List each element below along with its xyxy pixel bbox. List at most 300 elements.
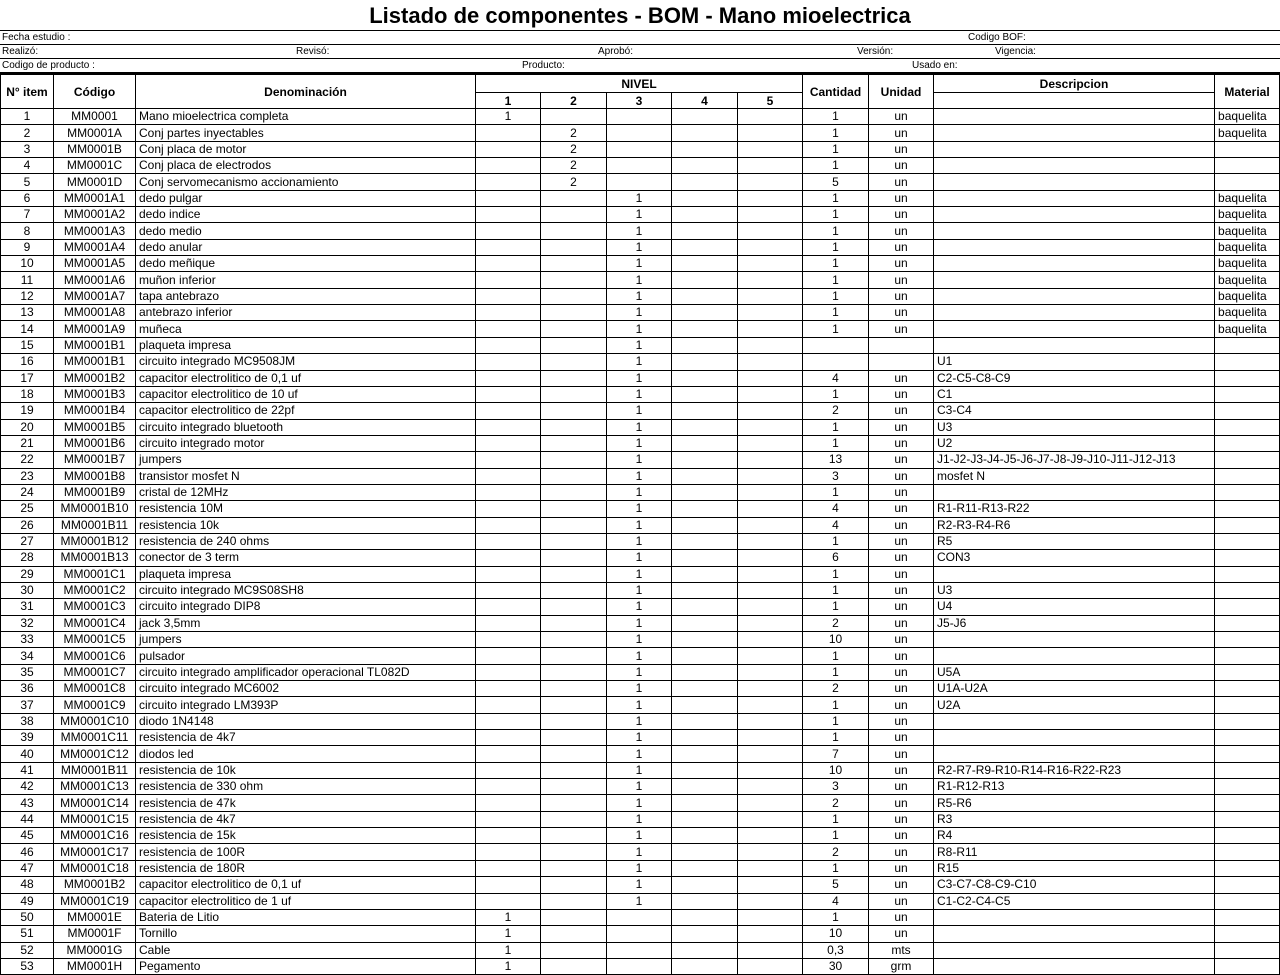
item-cantidad: 1 — [803, 435, 869, 451]
level-3-cell: 1 — [607, 321, 672, 337]
item-unidad: un — [869, 207, 934, 223]
level-3-cell: 1 — [607, 386, 672, 402]
level-4-cell — [672, 746, 738, 762]
level-5-cell — [738, 599, 803, 615]
level-4-cell — [672, 517, 738, 533]
level-1-cell — [476, 632, 541, 648]
item-number: 35 — [1, 664, 54, 680]
level-3-cell — [607, 926, 672, 942]
level-3-cell: 1 — [607, 403, 672, 419]
level-3-cell: 1 — [607, 893, 672, 909]
item-cantidad: 1 — [803, 256, 869, 272]
level-1-cell — [476, 877, 541, 893]
level-5-cell — [738, 272, 803, 288]
item-denominacion: circuito integrado LM393P — [136, 697, 476, 713]
item-descripcion: C3-C7-C8-C9-C10 — [934, 877, 1215, 893]
level-1-cell — [476, 795, 541, 811]
level-2-cell — [541, 403, 607, 419]
level-1-cell — [476, 125, 541, 141]
item-number: 32 — [1, 615, 54, 631]
level-2-cell: 2 — [541, 174, 607, 190]
item-material — [1215, 860, 1280, 876]
level-3-cell: 1 — [607, 877, 672, 893]
item-unidad: grm — [869, 958, 934, 974]
level-4-cell — [672, 762, 738, 778]
item-denominacion: resistencia de 4k7 — [136, 811, 476, 827]
table-row — [1, 811, 1280, 827]
level-4-cell — [672, 207, 738, 223]
level-1-cell — [476, 779, 541, 795]
level-1-cell — [476, 419, 541, 435]
item-material — [1215, 582, 1280, 598]
level-5-cell — [738, 844, 803, 860]
item-number: 29 — [1, 566, 54, 582]
item-descripcion — [934, 337, 1215, 353]
level-5-cell — [738, 141, 803, 157]
item-number: 31 — [1, 599, 54, 615]
level-1-cell — [476, 288, 541, 304]
table-row — [1, 877, 1280, 893]
item-cantidad: 30 — [803, 958, 869, 974]
item-descripcion — [934, 272, 1215, 288]
item-descripcion: C1 — [934, 386, 1215, 402]
level-3-cell — [607, 109, 672, 125]
table-row — [1, 664, 1280, 680]
header-level-5: 5 — [738, 93, 803, 109]
level-2-cell — [541, 337, 607, 353]
codigo-bof-label: Codigo BOF: — [968, 32, 1026, 43]
item-number: 18 — [1, 386, 54, 402]
item-cantidad: 5 — [803, 174, 869, 190]
level-5-cell — [738, 533, 803, 549]
level-5-cell — [738, 452, 803, 468]
item-descripcion — [934, 942, 1215, 958]
table-row — [1, 926, 1280, 942]
item-denominacion: resistencia de 180R — [136, 860, 476, 876]
item-number: 16 — [1, 354, 54, 370]
item-denominacion: jumpers — [136, 632, 476, 648]
item-cantidad: 1 — [803, 158, 869, 174]
level-3-cell: 1 — [607, 517, 672, 533]
item-descripcion: U2A — [934, 697, 1215, 713]
item-number: 50 — [1, 909, 54, 925]
item-material — [1215, 958, 1280, 974]
item-material — [1215, 403, 1280, 419]
item-denominacion: plaqueta impresa — [136, 566, 476, 582]
item-number: 25 — [1, 501, 54, 517]
item-material — [1215, 681, 1280, 697]
item-descripcion — [934, 109, 1215, 125]
item-material — [1215, 942, 1280, 958]
item-cantidad: 1 — [803, 141, 869, 157]
level-1-cell — [476, 468, 541, 484]
level-5-cell — [738, 403, 803, 419]
item-number: 26 — [1, 517, 54, 533]
level-1-cell — [476, 550, 541, 566]
level-4-cell — [672, 125, 738, 141]
item-cantidad: 4 — [803, 501, 869, 517]
usado-en-label: Usado en: — [912, 60, 958, 71]
item-denominacion: capacitor electrolitico de 0,1 uf — [136, 877, 476, 893]
table-row — [1, 386, 1280, 402]
item-denominacion: Pegamento — [136, 958, 476, 974]
item-number: 42 — [1, 779, 54, 795]
item-number: 33 — [1, 632, 54, 648]
level-3-cell — [607, 158, 672, 174]
item-descripcion: U3 — [934, 582, 1215, 598]
level-2-cell — [541, 909, 607, 925]
item-unidad: un — [869, 697, 934, 713]
item-denominacion: dedo medio — [136, 223, 476, 239]
item-descripcion — [934, 926, 1215, 942]
level-2-cell — [541, 779, 607, 795]
item-descripcion: mosfet N — [934, 468, 1215, 484]
table-row — [1, 337, 1280, 353]
level-1-cell: 1 — [476, 958, 541, 974]
level-2-cell — [541, 697, 607, 713]
level-4-cell — [672, 321, 738, 337]
level-5-cell — [738, 909, 803, 925]
level-1-cell — [476, 648, 541, 664]
level-2-cell — [541, 223, 607, 239]
item-material — [1215, 354, 1280, 370]
item-unidad: un — [869, 468, 934, 484]
item-material — [1215, 828, 1280, 844]
item-cantidad: 10 — [803, 762, 869, 778]
level-2-cell — [541, 615, 607, 631]
level-3-cell: 1 — [607, 779, 672, 795]
item-material — [1215, 501, 1280, 517]
item-cantidad: 1 — [803, 697, 869, 713]
table-row — [1, 942, 1280, 958]
level-2-cell — [541, 207, 607, 223]
level-5-cell — [738, 730, 803, 746]
level-3-cell — [607, 958, 672, 974]
item-code: MM0001C10 — [54, 713, 136, 729]
item-material — [1215, 893, 1280, 909]
producto-label: Producto: — [522, 60, 565, 71]
item-code: MM0001B11 — [54, 762, 136, 778]
level-1-cell — [476, 664, 541, 680]
item-number: 7 — [1, 207, 54, 223]
item-denominacion: Conj placa de motor — [136, 141, 476, 157]
item-number: 40 — [1, 746, 54, 762]
level-4-cell — [672, 942, 738, 958]
item-descripcion — [934, 713, 1215, 729]
item-descripcion — [934, 141, 1215, 157]
item-descripcion — [934, 125, 1215, 141]
item-material — [1215, 730, 1280, 746]
item-descripcion — [934, 207, 1215, 223]
item-code: MM0001B7 — [54, 452, 136, 468]
table-row — [1, 762, 1280, 778]
level-2-cell — [541, 730, 607, 746]
level-1-cell — [476, 811, 541, 827]
level-4-cell — [672, 141, 738, 157]
item-material — [1215, 435, 1280, 451]
level-1-cell — [476, 386, 541, 402]
item-denominacion: Bateria de Litio — [136, 909, 476, 925]
level-5-cell — [738, 354, 803, 370]
level-3-cell: 1 — [607, 190, 672, 206]
level-1-cell — [476, 681, 541, 697]
item-code: MM0001C16 — [54, 828, 136, 844]
item-unidad: un — [869, 272, 934, 288]
item-number: 48 — [1, 877, 54, 893]
item-code: MM0001A1 — [54, 190, 136, 206]
version-label: Versión: — [857, 46, 894, 57]
header-level-1: 1 — [476, 93, 541, 109]
item-number: 23 — [1, 468, 54, 484]
item-cantidad — [803, 354, 869, 370]
level-3-cell — [607, 141, 672, 157]
level-5-cell — [738, 501, 803, 517]
header-codigo: Código — [54, 74, 136, 109]
table-row — [1, 403, 1280, 419]
table-row — [1, 125, 1280, 141]
item-code: MM0001B3 — [54, 386, 136, 402]
item-code: MM0001B5 — [54, 419, 136, 435]
level-2-cell — [541, 860, 607, 876]
level-4-cell — [672, 403, 738, 419]
item-cantidad: 4 — [803, 370, 869, 386]
item-denominacion: resistencia de 15k — [136, 828, 476, 844]
table-row — [1, 746, 1280, 762]
header-level-3: 3 — [607, 93, 672, 109]
item-unidad: un — [869, 681, 934, 697]
bom-table — [0, 73, 1280, 975]
table-row — [1, 288, 1280, 304]
item-cantidad: 5 — [803, 877, 869, 893]
realizo-label: Realizó: — [2, 46, 39, 57]
level-2-cell — [541, 419, 607, 435]
level-5-cell — [738, 795, 803, 811]
level-5-cell — [738, 484, 803, 500]
level-4-cell — [672, 223, 738, 239]
item-denominacion: antebrazo inferior — [136, 305, 476, 321]
item-material — [1215, 386, 1280, 402]
level-5-cell — [738, 125, 803, 141]
item-cantidad: 1 — [803, 207, 869, 223]
item-material — [1215, 337, 1280, 353]
level-5-cell — [738, 877, 803, 893]
table-row — [1, 893, 1280, 909]
level-4-cell — [672, 795, 738, 811]
level-4-cell — [672, 632, 738, 648]
level-4-cell — [672, 550, 738, 566]
level-2-cell — [541, 828, 607, 844]
item-unidad: un — [869, 501, 934, 517]
level-1-cell — [476, 713, 541, 729]
item-unidad: un — [869, 305, 934, 321]
item-code: MM0001C15 — [54, 811, 136, 827]
meta-row-2 — [0, 45, 1280, 59]
level-1-cell — [476, 746, 541, 762]
table-row — [1, 256, 1280, 272]
level-1-cell — [476, 403, 541, 419]
item-number: 52 — [1, 942, 54, 958]
level-5-cell — [738, 305, 803, 321]
item-denominacion: Conj partes inyectables — [136, 125, 476, 141]
item-unidad: un — [869, 582, 934, 598]
level-4-cell — [672, 419, 738, 435]
level-1-cell — [476, 272, 541, 288]
item-cantidad: 2 — [803, 795, 869, 811]
item-denominacion: Tornillo — [136, 926, 476, 942]
item-cantidad: 1 — [803, 288, 869, 304]
level-3-cell: 1 — [607, 272, 672, 288]
item-descripcion: R1-R11-R13-R22 — [934, 501, 1215, 517]
level-3-cell: 1 — [607, 582, 672, 598]
item-number: 3 — [1, 141, 54, 157]
level-4-cell — [672, 664, 738, 680]
item-material — [1215, 926, 1280, 942]
level-2-cell — [541, 484, 607, 500]
item-code: MM0001C17 — [54, 844, 136, 860]
table-row — [1, 550, 1280, 566]
level-5-cell — [738, 256, 803, 272]
level-1-cell: 1 — [476, 942, 541, 958]
item-code: MM0001A — [54, 125, 136, 141]
level-1-cell — [476, 207, 541, 223]
item-denominacion: Cable — [136, 942, 476, 958]
item-code: MM0001C18 — [54, 860, 136, 876]
item-code: MM0001D — [54, 174, 136, 190]
item-material: baquelita — [1215, 272, 1280, 288]
item-cantidad: 1 — [803, 305, 869, 321]
table-row — [1, 109, 1280, 125]
item-material: baquelita — [1215, 288, 1280, 304]
item-denominacion: resistencia de 4k7 — [136, 730, 476, 746]
item-denominacion: capacitor electrolitico de 22pf — [136, 403, 476, 419]
item-descripcion: U3 — [934, 419, 1215, 435]
header-level-4: 4 — [672, 93, 738, 109]
item-descripcion: J5-J6 — [934, 615, 1215, 631]
table-row — [1, 239, 1280, 255]
item-number: 10 — [1, 256, 54, 272]
item-descripcion: R4 — [934, 828, 1215, 844]
item-unidad: un — [869, 599, 934, 615]
level-5-cell — [738, 746, 803, 762]
item-descripcion: R2-R7-R9-R10-R14-R16-R22-R23 — [934, 762, 1215, 778]
level-5-cell — [738, 174, 803, 190]
item-material: baquelita — [1215, 305, 1280, 321]
level-2-cell — [541, 452, 607, 468]
item-cantidad: 7 — [803, 746, 869, 762]
item-material — [1215, 697, 1280, 713]
level-1-cell — [476, 158, 541, 174]
level-4-cell — [672, 730, 738, 746]
table-row — [1, 697, 1280, 713]
level-5-cell — [738, 517, 803, 533]
item-cantidad: 4 — [803, 517, 869, 533]
item-number: 47 — [1, 860, 54, 876]
level-3-cell: 1 — [607, 697, 672, 713]
level-4-cell — [672, 272, 738, 288]
level-5-cell — [738, 337, 803, 353]
level-1-cell — [476, 370, 541, 386]
item-code: MM0001A5 — [54, 256, 136, 272]
item-material: baquelita — [1215, 109, 1280, 125]
level-5-cell — [738, 697, 803, 713]
item-cantidad: 2 — [803, 681, 869, 697]
level-4-cell — [672, 828, 738, 844]
level-3-cell — [607, 174, 672, 190]
item-descripcion — [934, 190, 1215, 206]
table-row — [1, 435, 1280, 451]
item-cantidad: 3 — [803, 779, 869, 795]
level-4-cell — [672, 305, 738, 321]
item-code: MM0001C9 — [54, 697, 136, 713]
item-cantidad: 1 — [803, 811, 869, 827]
level-1-cell — [476, 566, 541, 582]
item-cantidad: 1 — [803, 272, 869, 288]
level-2-cell — [541, 811, 607, 827]
level-4-cell — [672, 713, 738, 729]
aprobo-label: Aprobó: — [598, 46, 634, 57]
item-denominacion: transistor mosfet N — [136, 468, 476, 484]
item-denominacion: dedo meñique — [136, 256, 476, 272]
item-cantidad: 1 — [803, 125, 869, 141]
level-4-cell — [672, 288, 738, 304]
item-unidad: un — [869, 419, 934, 435]
level-3-cell: 1 — [607, 762, 672, 778]
item-material — [1215, 615, 1280, 631]
item-number: 20 — [1, 419, 54, 435]
table-row — [1, 615, 1280, 631]
item-unidad: un — [869, 615, 934, 631]
item-number: 41 — [1, 762, 54, 778]
header-nivel: NIVEL — [476, 74, 803, 93]
level-5-cell — [738, 239, 803, 255]
level-2-cell — [541, 468, 607, 484]
table-row — [1, 141, 1280, 157]
item-number: 17 — [1, 370, 54, 386]
level-4-cell — [672, 599, 738, 615]
level-4-cell — [672, 386, 738, 402]
item-number: 5 — [1, 174, 54, 190]
level-5-cell — [738, 158, 803, 174]
header-denominacion: Denominación — [136, 74, 476, 109]
item-unidad: un — [869, 566, 934, 582]
item-denominacion: dedo anular — [136, 239, 476, 255]
header-material: Material — [1215, 74, 1280, 109]
item-denominacion: Conj placa de electrodos — [136, 158, 476, 174]
level-5-cell — [738, 468, 803, 484]
item-descripcion: C1-C2-C4-C5 — [934, 893, 1215, 909]
item-unidad: un — [869, 664, 934, 680]
level-2-cell — [541, 190, 607, 206]
level-1-cell — [476, 190, 541, 206]
item-unidad: un — [869, 828, 934, 844]
item-unidad: un — [869, 403, 934, 419]
item-material: baquelita — [1215, 321, 1280, 337]
item-unidad: un — [869, 926, 934, 942]
item-material — [1215, 648, 1280, 664]
item-unidad: un — [869, 484, 934, 500]
table-row — [1, 468, 1280, 484]
level-5-cell — [738, 926, 803, 942]
level-1-cell: 1 — [476, 909, 541, 925]
table-row — [1, 566, 1280, 582]
item-code: MM0001A2 — [54, 207, 136, 223]
item-descripcion: CON3 — [934, 550, 1215, 566]
item-cantidad: 1 — [803, 582, 869, 598]
item-material: baquelita — [1215, 239, 1280, 255]
item-descripcion: R1-R12-R13 — [934, 779, 1215, 795]
level-4-cell — [672, 370, 738, 386]
item-denominacion: jack 3,5mm — [136, 615, 476, 631]
